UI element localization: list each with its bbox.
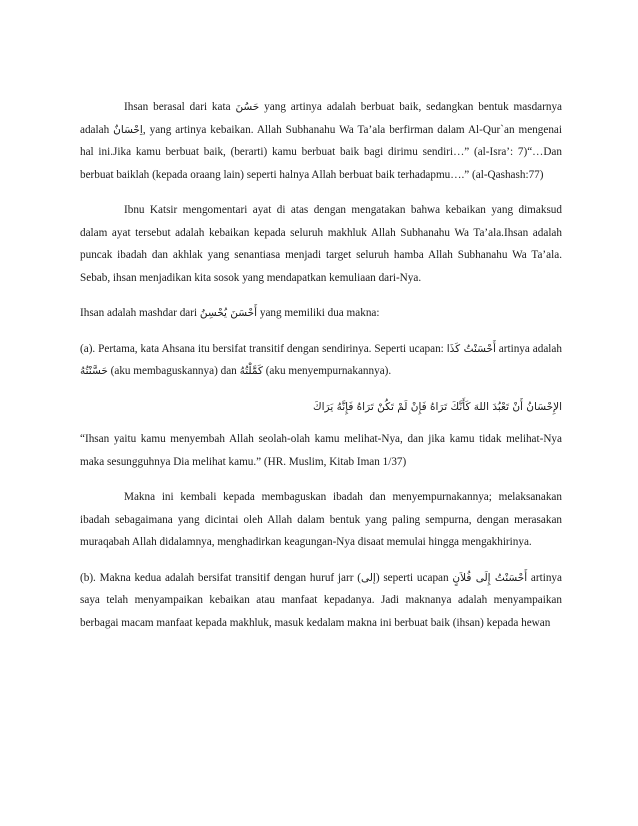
text-segment: (aku menyempurnakannya). [262, 365, 392, 377]
text-segment: (aku membaguskannya) dan [107, 365, 240, 377]
text-segment: yang memiliki dua makna: [257, 307, 380, 319]
arabic-term: أَحْسَنَ يُحْسِنُ [199, 307, 258, 319]
arabic-term: أَحْسَنْتُ إِلَى فُلاَنٍ [452, 571, 528, 584]
body-paragraph [80, 96, 562, 186]
document-body [80, 96, 562, 647]
body-paragraph [80, 302, 562, 325]
arabic-term: حَسَّنْتُهُ [80, 365, 108, 377]
text-segment: (b). Makna kedua adalah bersifat transitif dengan huruf jarr ( [80, 571, 361, 584]
arabic-term: أَحْسَنْتُ كَذَا [446, 342, 496, 355]
body-paragraph [80, 199, 562, 289]
text-segment: Ihsan adalah mashdar dari [80, 307, 200, 319]
text-segment: artinya saya telah menyampaikan kebaikan atau manfaat kepadanya. Jadi maknanya adalah menyampaikan berbagai macam manfaat kepada makhluk, masuk kedalam makna ini berbuat baik (ihsan) kepada hewan [80, 571, 562, 629]
hadith-arabic-line [80, 396, 562, 419]
text-segment: , yang artinya kebaikan. Allah Subhanahu Wa Ta’ala berfirman dalam Al-Qur`an mengenai hal ini.Jika kamu berbuat baik, (berarti) kamu berbuat baik bagi dirimu sendiri…” (al-Isra’: 7)“…Dan berbuat baiklah (kepada oraang lain) seperti halnya Allah berbuat baik terhadapmu….” (al-Qashash:77) [80, 123, 562, 181]
text-segment: (a). Pertama, kata Ahsana itu bersifat transitif dengan sendirinya. Seperti ucapan: [80, 342, 447, 355]
arabic-term: الإِحْسَانُ أَنْ تَعْبُدَ اللهَ كَأَنَّكَ تَرَاهُ فَإِنْ لَمْ تَكُنْ تَرَاهُ فَإِنَّهُ يَرَاكَ [312, 400, 562, 413]
text-segment: Makna ini kembali kepada membaguskan ibadah dan menyempurnakannya; melaksanakan ibadah sebagaimana yang dicintai oleh Allah dalam bentuk yang paling sempurna, dengan merasakan muraqabah Allah didalamnya, menghadirkan keagungan-Nya disaat memulai hingga mengakhirinya. [80, 491, 562, 548]
arabic-term: حَسُنَ [235, 101, 260, 113]
text-segment: ) seperti ucapan [375, 571, 453, 584]
text-segment: Ihsan berasal dari kata [124, 101, 236, 113]
body-paragraph [80, 567, 562, 635]
text-segment: artinya adalah [495, 342, 562, 355]
body-paragraph [80, 428, 562, 473]
text-segment: yang artinya adalah berbuat baik, sedangkan bentuk masdarnya adalah [80, 101, 563, 136]
text-segment: “Ihsan yaitu kamu menyembah Allah seolah-olah kamu melihat-Nya, dan jika kamu tidak melihat-Nya maka sesungguhnya Dia melihat kamu.” (HR. Muslim, Kitab Iman 1/37) [80, 433, 562, 468]
arabic-term: اِحْسَانٌ [113, 123, 143, 136]
arabic-term: كَمَّلْتُهُ [239, 365, 263, 377]
arabic-term: إلى [360, 571, 376, 584]
text-segment: Ibnu Katsir mengomentari ayat di atas dengan mengatakan bahwa kebaikan yang dimaksud dalam ayat tersebut adalah kebaikan kepada seluruh makhluk Allah Subhanahu Wa Ta’ala.Ihsan adalah puncak ibadah dan akhlak yang senantiasa menjadi target seluruh hamba Allah Subhanahu Wa Ta’ala. Sebab, ihsan menjadikan kita sosok yang mendapatkan kemuliaan dari-Nya. [80, 204, 562, 284]
body-paragraph [80, 486, 562, 554]
body-paragraph [80, 338, 562, 383]
